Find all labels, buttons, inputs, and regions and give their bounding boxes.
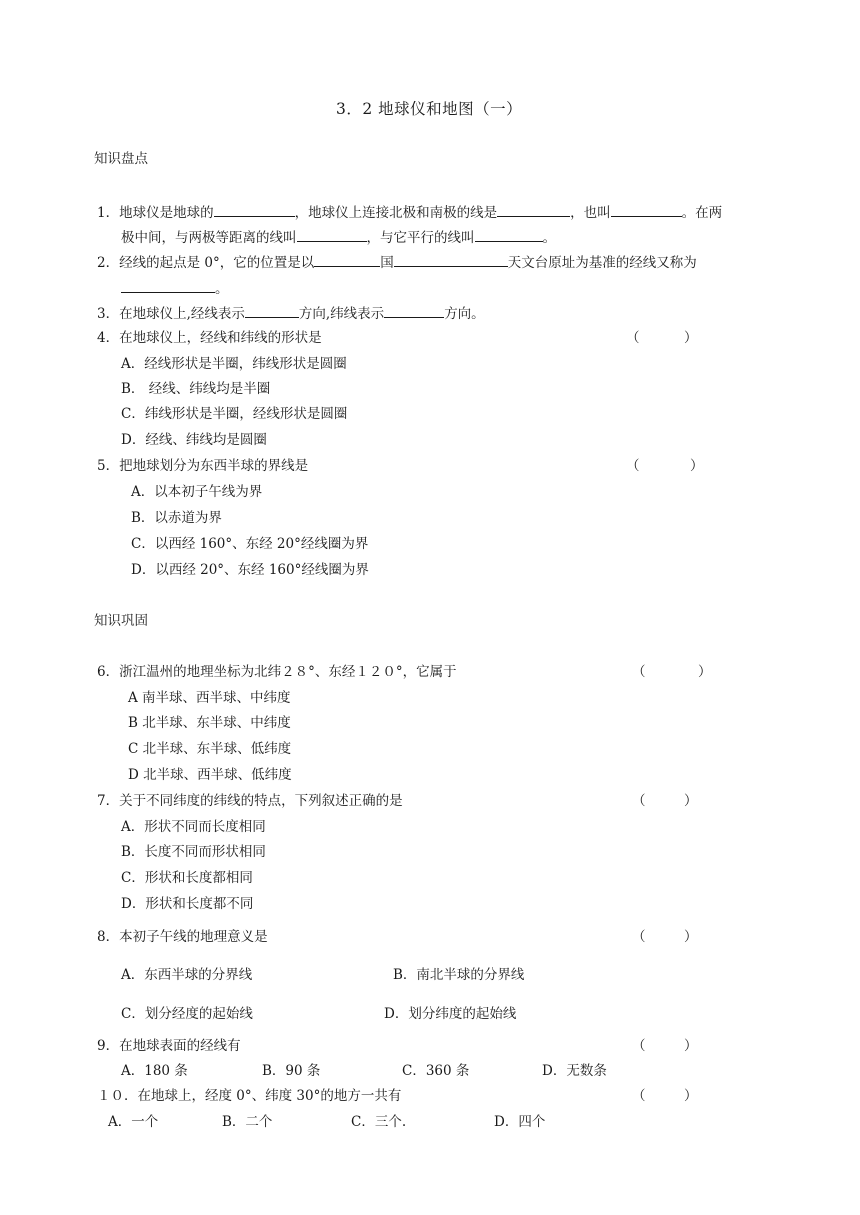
- question-text: 在地球上，经度 0°、纬度 30°的地方一共有: [137, 1088, 402, 1104]
- option: C．三个.: [351, 1114, 407, 1130]
- q2-text-a: 经线的起点是 0°，它的位置是以: [119, 255, 315, 271]
- fill-blank[interactable]: [497, 202, 570, 217]
- option: D．四个: [494, 1114, 546, 1130]
- question-8-stem: [97, 928, 268, 946]
- option: D．形状和长度都不同: [121, 896, 254, 912]
- answer-paren-left: （: [632, 1038, 646, 1054]
- option: C．形状和长度都相同: [121, 870, 253, 886]
- q2-text-b: 国: [380, 255, 394, 271]
- question-number: １０．: [97, 1088, 138, 1104]
- option: A．东西半球的分界线: [121, 967, 253, 983]
- fill-blank[interactable]: [245, 303, 299, 318]
- option: A．以本初子午线为界: [131, 484, 263, 500]
- option: B．长度不同而形状相同: [121, 844, 266, 860]
- answer-paren-right: ）: [690, 458, 704, 474]
- option: C．纬线形状是半圈，经线形状是圆圈: [121, 406, 348, 422]
- option: A 南半球、西半球、中纬度: [128, 690, 291, 706]
- fill-blank[interactable]: [314, 252, 380, 267]
- option: C．划分经度的起始线: [121, 1006, 253, 1022]
- fill-blank[interactable]: [297, 227, 367, 242]
- option: B 北半球、东半球、中纬度: [128, 715, 291, 731]
- option: D 北半球、西半球、低纬度: [128, 767, 292, 783]
- answer-paren-right: ）: [684, 929, 698, 945]
- fill-blank[interactable]: [214, 202, 295, 217]
- option: B．以赤道为界: [131, 510, 222, 526]
- question-7-stem: [97, 792, 403, 810]
- option: C 北半球、东半球、低纬度: [128, 741, 292, 757]
- question-1: [97, 202, 722, 222]
- fill-blank[interactable]: [121, 278, 215, 293]
- question-1-line-2: [121, 227, 556, 247]
- question-text: 在地球仪上，经线和纬线的形状是: [119, 330, 322, 346]
- question-number: 1．: [97, 205, 120, 221]
- answer-paren-right: ）: [684, 793, 698, 809]
- option: A．180 条: [121, 1063, 188, 1079]
- question-number: 7．: [97, 793, 120, 809]
- answer-paren-right: ）: [684, 330, 698, 346]
- option: A．经线形状是半圈，纬线形状是圆圈: [121, 356, 347, 372]
- answer-paren-right: ）: [684, 1088, 698, 1104]
- question-number: 9．: [97, 1038, 120, 1054]
- q3-text-b: 方向,纬线表示: [298, 306, 385, 322]
- option: B．90 条: [262, 1063, 321, 1079]
- fill-blank[interactable]: [384, 303, 444, 318]
- question-number: 6．: [97, 664, 120, 680]
- question-text: 关于不同纬度的纬线的特点，下列叙述正确的是: [119, 793, 403, 809]
- question-2: [97, 252, 697, 272]
- option: D．以西经 20°、东经 160°经线圈为界: [131, 562, 369, 578]
- question-4-stem: [97, 329, 322, 347]
- question-number: 2．: [97, 255, 120, 271]
- question-text: 把地球划分为东西半球的界线是: [119, 458, 309, 474]
- page-title: 3．2 地球仪和地图（一）: [336, 100, 523, 118]
- question-number: 8．: [97, 929, 120, 945]
- fill-blank[interactable]: [475, 227, 543, 242]
- option: D．经线、纬线均是圆圈: [121, 432, 267, 448]
- question-6-stem: [97, 663, 457, 681]
- q1-text-c: ，也叫: [570, 205, 611, 221]
- option: A．一个: [108, 1114, 159, 1130]
- q2-text-d: 。: [215, 281, 229, 297]
- option: A．形状不同而长度相同: [121, 819, 266, 835]
- question-10-stem: [97, 1087, 401, 1105]
- option: C．以西经 160°、东经 20°经线圈为界: [131, 536, 369, 552]
- answer-paren-left: （: [632, 1088, 646, 1104]
- q3-text-a: 在地球仪上,经线表示: [119, 306, 245, 322]
- option: B．南北半球的分界线: [393, 967, 525, 983]
- question-text: 浙江温州的地理坐标为北纬２８°、东经１２０°，它属于: [119, 664, 457, 680]
- question-number: 3．: [97, 306, 120, 322]
- fill-blank[interactable]: [611, 202, 682, 217]
- q2-text-c: 天文台原址为基准的经线又称为: [507, 255, 697, 271]
- q1-text-g: 。: [542, 230, 556, 246]
- option: B．二个: [222, 1114, 273, 1130]
- section-heading-knowledge-consolidation: 知识巩固: [94, 613, 148, 629]
- answer-paren-left: （: [632, 664, 646, 680]
- question-5-stem: [97, 457, 308, 475]
- q3-text-c: 方向。: [444, 306, 485, 322]
- section-heading-knowledge-review: 知识盘点: [94, 151, 148, 167]
- option: D．无数条: [542, 1063, 607, 1079]
- fill-blank[interactable]: [394, 252, 508, 267]
- question-9-stem: [97, 1037, 241, 1055]
- option: C．360 条: [402, 1063, 470, 1079]
- answer-paren-left: （: [626, 458, 640, 474]
- question-number: 5．: [97, 458, 120, 474]
- answer-paren-left: （: [632, 793, 646, 809]
- question-text: 在地球表面的经线有: [119, 1038, 241, 1054]
- answer-paren-left: （: [626, 330, 640, 346]
- question-text: 本初子午线的地理意义是: [119, 929, 268, 945]
- option: B． 经线、纬线均是半圈: [121, 381, 271, 397]
- question-3: [97, 303, 485, 323]
- answer-paren-right: ）: [698, 664, 712, 680]
- question-2-line-2: [121, 278, 229, 298]
- question-number: 4．: [97, 330, 120, 346]
- q1-text-a: 地球仪是地球的: [119, 205, 214, 221]
- option: D．划分纬度的起始线: [384, 1006, 517, 1022]
- q1-text-f: ，与它平行的线叫: [366, 230, 475, 246]
- q1-text-d: 。在两: [681, 205, 723, 221]
- q1-text-b: ，地球仪上连接北极和南极的线是: [294, 205, 498, 221]
- answer-paren-left: （: [632, 929, 646, 945]
- answer-paren-right: ）: [684, 1038, 698, 1054]
- q1-text-e: 极中间，与两极等距离的线叫: [121, 230, 297, 246]
